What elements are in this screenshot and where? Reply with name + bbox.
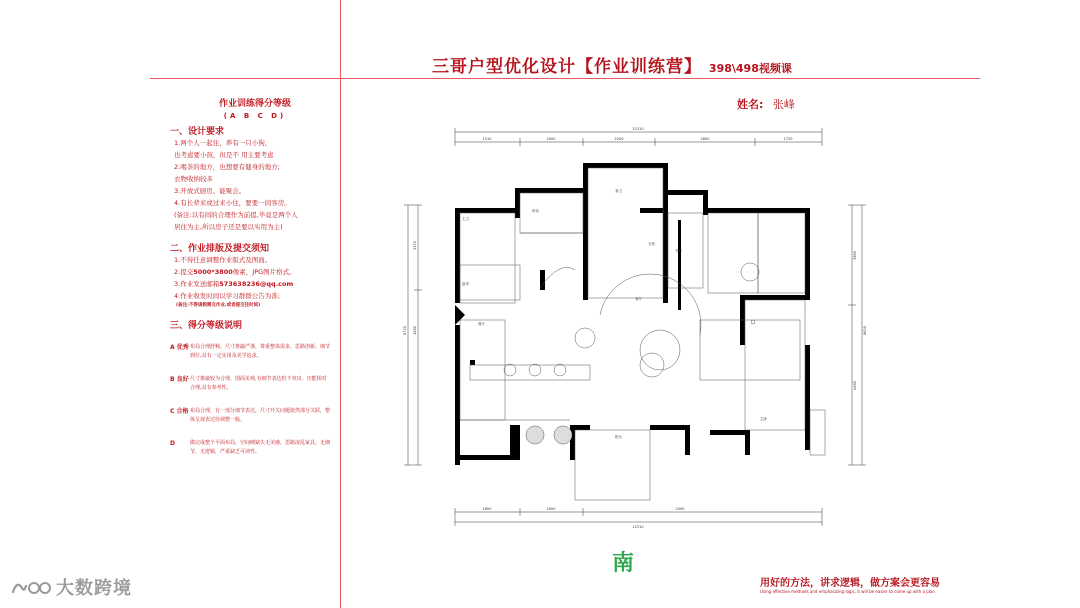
- section2-item-email: [170, 278, 340, 290]
- horizontal-margin-line: [150, 78, 980, 79]
- score-text: 布局合理，有一部分细节表达，尺寸开关问题依然部分关联，整体呈现表达待调整一般。: [190, 408, 331, 423]
- section2-item: 1.不得任意调整作业版式及图面。: [174, 256, 272, 264]
- section2-note: (备注:不得请假需交作业,或者提交往时间): [176, 303, 261, 308]
- section2-item-size: [170, 266, 340, 278]
- room-label: 餐厅: [478, 322, 485, 326]
- section1-item: (备注:以有间的合理作为前提,毕竟是两个人: [174, 211, 298, 219]
- score-text: 尺寸推敲较为合理，图面美观,有细节表达但不突出，功能相对合理,具有参考性。: [190, 376, 327, 391]
- section3-title: 三、得分等级说明: [170, 321, 243, 331]
- brand-logo-icon: [10, 576, 52, 598]
- page-title-main: 三哥户型优化设计【作业训练营】: [432, 57, 702, 77]
- dim-bottom-seg: 1800: [482, 507, 492, 511]
- vertical-margin-line: [340, 0, 341, 608]
- slogan-en: Using effective methods and emphasizing logic, it will be easier to come up with a plan: [760, 589, 935, 594]
- section1-title: 一、设计要求: [170, 127, 225, 137]
- dim-left-seg: 3370: [413, 241, 417, 250]
- name-label: 姓名:: [737, 98, 764, 111]
- slogan: 用好的方法，讲求逻辑，做方案会更容易: [760, 578, 940, 589]
- room-label: 卧室: [532, 209, 539, 213]
- score-key: C 合格: [170, 408, 189, 415]
- walls: [455, 163, 810, 465]
- section2-size-value: 5000*3800: [193, 268, 233, 276]
- room-label: 阳台: [615, 435, 622, 439]
- student-name: [737, 96, 795, 112]
- section2-size-rest: 像素，JPG图片格式。: [232, 268, 296, 276]
- section1-item: 居住为主,所以房子还是要以实用为主): [174, 223, 283, 231]
- score-key: A 优秀: [170, 344, 189, 351]
- score-row: [170, 407, 340, 425]
- score-text: 做完成整个平面布局，空间硬缺失无美感，思路凌乱家具，无细节，无逻辑，严重缺乏可读性。: [190, 440, 331, 455]
- section1-item: 1.两个人一起住，养有一只小狗，: [174, 139, 272, 147]
- dim-top-seg: 2200: [614, 137, 624, 141]
- room-label: 主卧: [760, 417, 767, 421]
- section2-item-size-prefix: 2.提交: [174, 268, 194, 276]
- round-furniture: [504, 263, 759, 444]
- dim-left-total: 6720: [403, 326, 407, 335]
- panel-heading: 作业训练得分等级: [218, 99, 291, 109]
- dim-bottom-seg: 2000: [675, 507, 685, 511]
- section1-item: 衣物收纳较多: [174, 175, 213, 183]
- room-label: 厨房: [462, 282, 469, 286]
- score-row: [170, 375, 340, 393]
- dimension-bottom: [455, 508, 822, 526]
- score-key: D: [170, 440, 175, 447]
- dim-right-total: 8620: [863, 326, 867, 335]
- dim-left-seg: 1460: [413, 326, 417, 335]
- dim-top-seg: 2000: [546, 137, 556, 141]
- section2-item: 4.作业收发时间以学习群群公告为准;: [174, 292, 280, 300]
- south-direction: 南: [612, 551, 635, 576]
- dim-top-total: 12310: [632, 127, 644, 131]
- section1-item: 也考虑要小孩，但是不 用主要考虑: [174, 151, 274, 159]
- requirements-panel: [170, 96, 340, 457]
- room-label: 客厅: [635, 297, 642, 301]
- room-label: 客卫: [615, 189, 622, 193]
- section2-item-email-prefix: 3.作业发送邮箱: [174, 280, 220, 288]
- dim-bottom-total: 12310: [632, 525, 644, 529]
- email-address: 573638236@qq.com: [219, 280, 294, 288]
- section2-title: 二、作业排版及提交须知: [170, 244, 270, 254]
- score-row: [170, 439, 340, 457]
- room-label: 书房: [675, 249, 682, 253]
- dim-right-seg: 4460: [853, 381, 857, 390]
- room-label: 主卫: [462, 217, 469, 221]
- dim-top-seg: 1510: [482, 137, 492, 141]
- section1-item: 2.喝茶的地方，也想要有健身的地方;: [174, 163, 280, 171]
- name-value: 张峰: [772, 98, 795, 111]
- page-title: [432, 52, 792, 77]
- floor-plan: [400, 120, 880, 530]
- dim-bottom-seg: 2000: [546, 507, 556, 511]
- brand-logo-text: 大数跨境: [56, 578, 132, 599]
- page-title-suffix: 398\498视频课: [708, 62, 792, 75]
- score-row: [170, 343, 340, 361]
- panel-grades: (A B C D): [223, 112, 287, 120]
- room-label: 衣柜: [648, 242, 655, 246]
- dim-top-seg: 2600: [700, 137, 710, 141]
- section1-item: 3.开放式厨房、能聚会。: [174, 187, 246, 195]
- score-text: 布局合理舒畅、尺寸推敲严谨，尊重整体需求、思路创新、细节到位,具有一定实用及美学追求。: [190, 344, 331, 359]
- section1-item: 4.有长辈来或过来小住，要要一间客房。: [174, 199, 291, 207]
- score-key: B 良好: [170, 376, 189, 383]
- brand-logo: [10, 574, 132, 600]
- dim-right-seg: 3960: [853, 251, 857, 260]
- dim-top-seg: 1720: [783, 137, 793, 141]
